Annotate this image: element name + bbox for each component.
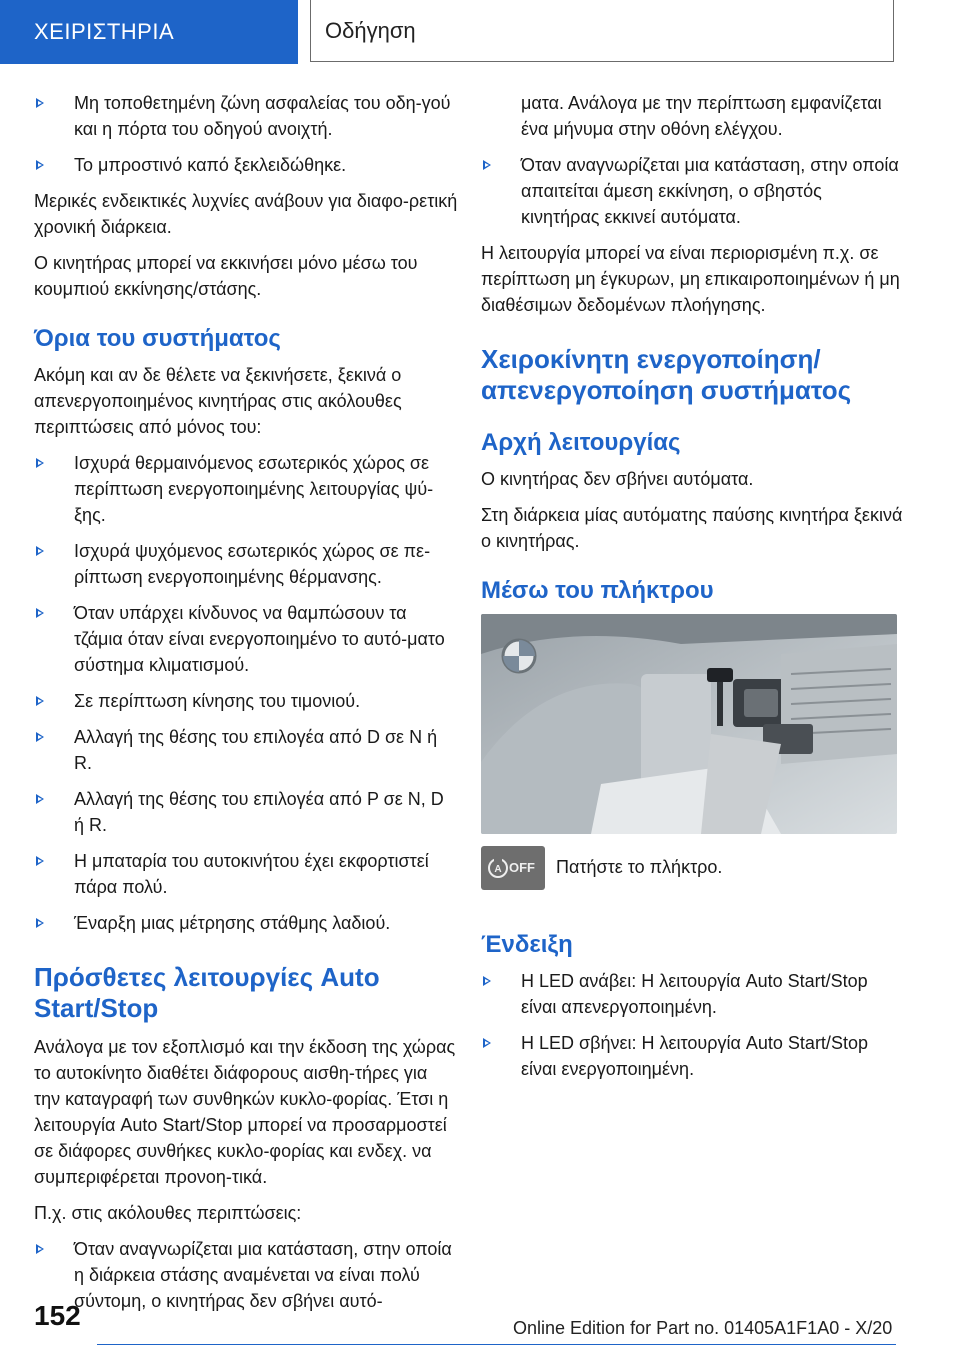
paragraph: Ο κινητήρας δεν σβήνει αυτόματα. <box>481 469 754 489</box>
list-item: Αλλαγή της θέσης του επιλογέα από D σε N ή R. <box>34 724 458 776</box>
bullet-triangle-icon <box>36 696 44 706</box>
chapter-box <box>310 0 894 62</box>
list-item: Όταν αναγνωρίζεται μια κατάσταση, στην οποία απαιτείται άμεση εκκίνηση, ο σβηστός κινητήρας εκκινεί αυτόματα. <box>481 152 905 230</box>
bullet-triangle-icon <box>36 732 44 742</box>
bullet-triangle-icon <box>36 458 44 468</box>
section-tab <box>0 0 298 64</box>
bullet-triangle-icon <box>36 608 44 618</box>
bullet-triangle-icon <box>36 1244 44 1254</box>
bullet-triangle-icon <box>36 856 44 866</box>
paragraph: Ο κινητήρας μπορεί να εκκινήσει μόνο μέσω του κουμπιού εκκίνησης/στάσης. <box>34 253 418 299</box>
list-item-continued: ματα. Ανάλογα με την περίπτωση εμφανίζεται ένα μήνυμα στην οθόνη ελέγχου. <box>521 93 882 139</box>
bullet-triangle-icon <box>483 976 491 986</box>
page-number: 152 <box>34 1300 81 1331</box>
list-item: Όταν αναγνωρίζεται μια κατάσταση, στην οποία η διάρκεια στάσης αναμένεται να είναι πολύ σύντομη, ο κινητήρας δεν σβήνει αυτό- <box>34 1236 458 1314</box>
heading-display: Ένδειξη <box>481 931 573 958</box>
list-item: Η μπαταρία του αυτοκινήτου έχει εκφορτιστεί πάρα πολύ. <box>34 848 458 900</box>
list-item: Ισχυρά θερμαινόμενος εσωτερικός χώρος σε περίπτωση ενεργοποιημένης λειτουργίας ψύ-ξης. <box>34 450 458 528</box>
list-item: Το μπροστινό καπό ξεκλειδώθηκε. <box>34 152 458 178</box>
list-item: Έναρξη μιας μέτρησης στάθμης λαδιού. <box>34 910 458 936</box>
list-item: Η LED ανάβει: Η λειτουργία Auto Start/Stop είναι απενεργοποιημένη. <box>481 968 905 1020</box>
list-item: Σε περίπτωση κίνησης του τιμονιού. <box>34 688 458 714</box>
heading-limits: Όρια του συστήματος <box>34 325 281 352</box>
paragraph: Π.χ. στις ακόλουθες περιπτώσεις: <box>34 1203 302 1223</box>
bullet-triangle-icon <box>36 794 44 804</box>
list-item: Ισχυρά ψυχόμενος εσωτερικός χώρος σε πε-ρίπτωση ενεργοποιημένης θέρμανσης. <box>34 538 458 590</box>
heading-manual-activation: Χειροκίνητη ενεργοποίηση/ απενεργοποίηση συστήματος <box>481 344 852 405</box>
heading-via-button: Μέσω του πλήκτρου <box>481 577 714 604</box>
list-item: Η LED σβήνει: Η λειτουργία Auto Start/Stop είναι ενεργοποιημένη. <box>481 1030 905 1082</box>
button-instruction-text: Πατήστε το πλήκτρο. <box>556 857 723 877</box>
footer-edition: Online Edition for Part no. 01405A1F1A0 - X/20 <box>513 1318 893 1338</box>
button-instruction <box>481 846 905 908</box>
bullet-triangle-icon <box>36 918 44 928</box>
paragraph: Στη διάρκεια μίας αυτόματης παύσης κινητήρα ξεκινά ο κινητήρας. <box>481 505 903 551</box>
list-item: Όταν υπάρχει κίνδυνος να θαμπώσουν τα τζάμια όταν είναι ενεργοποιημένο το αυτό-ματο σύστημα κλιματισμού. <box>34 600 458 678</box>
bullet-triangle-icon <box>36 546 44 556</box>
svg-text:A: A <box>494 864 502 875</box>
dashboard-illustration <box>481 614 897 834</box>
paragraph: Η λειτουργία μπορεί να είναι περιορισμένη π.χ. σε περίπτωση μη έγκυρων, μη επικαιροποιημένων ή μη διαθέσιμων δεδομένων πλοήγησης. <box>481 243 900 315</box>
bullet-triangle-icon <box>483 1038 491 1048</box>
dashboard-photo <box>481 614 897 834</box>
bullet-triangle-icon <box>483 160 491 170</box>
bullet-triangle-icon <box>36 160 44 170</box>
paragraph: Ανάλογα με τον εξοπλισμό και την έκδοση της χώρας το αυτοκίνητο διαθέτει διάφορους αισθη-τήρες για την καταγραφή των συνθηκών κυκλο-φορίας. Έτσι η λειτουργία Auto Start/Stop μπορεί να προσαρμοστεί σε διάφορες συνθήκες κυκλο-φορίας και ενδεχ. να συμπεριφέρεται προνοη-τικά. <box>34 1037 456 1187</box>
list-item: Μη τοποθετημένη ζώνη ασφαλείας του οδη-γού και η πόρτα του οδηγού ανοιχτή. <box>34 90 458 142</box>
section-title: ΧΕΙΡΙΣΤΗΡΙΑ <box>34 19 175 44</box>
bullet-triangle-icon <box>36 98 44 108</box>
paragraph: Μερικές ενδεικτικές λυχνίες ανάβουν για διαφο-ρετική χρονική διάρκεια. <box>34 191 458 237</box>
footer-divider <box>97 1344 896 1345</box>
right-column <box>481 90 905 1092</box>
heading-principle: Αρχή λειτουργίας <box>481 429 681 456</box>
chapter-title: Οδήγηση <box>325 18 416 43</box>
auto-start-stop-off-button-icon: A OFF <box>481 846 545 890</box>
list-item: Αλλαγή της θέσης του επιλογέα από P σε N, D ή R. <box>34 786 458 838</box>
heading-extra-functions: Πρόσθετες λειτουργίες Auto Start/Stop <box>34 962 380 1023</box>
auto-symbol-icon <box>484 854 512 882</box>
paragraph: Ακόμη και αν δε θέλετε να ξεκινήσετε, ξεκινά ο απενεργοποιημένος κινητήρας στις ακόλουθες περιπτώσεις από μόνος του: <box>34 365 402 437</box>
left-column <box>34 90 458 1324</box>
